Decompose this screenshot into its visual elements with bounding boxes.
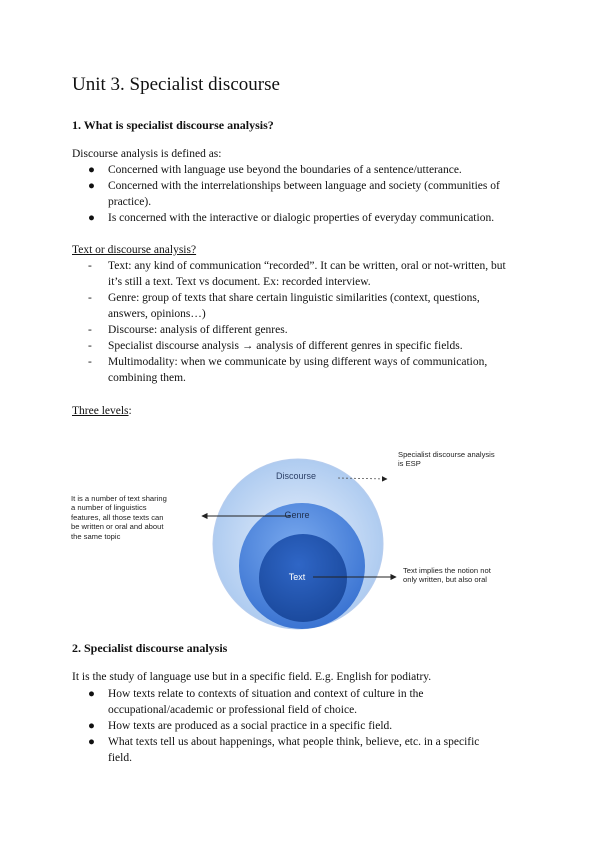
genre-label: Genre	[284, 510, 310, 520]
dash-marker: -	[88, 292, 92, 304]
section2-heading: 2. Specialist discourse analysis	[72, 641, 228, 655]
bullet-marker: ●	[88, 688, 95, 700]
list-item: ● How texts relate to contexts of situation and context of culture in the occupational/academic or professional field of choice.	[88, 688, 424, 716]
list-item: ● Concerned with language use beyond the boundaries of a sentence/utterance.	[88, 164, 462, 176]
discourse-label: Discourse	[275, 471, 317, 481]
three-levels-label: Three levels:	[72, 405, 132, 417]
bullet-marker: ●	[88, 736, 95, 748]
text-vs-discourse-heading: Text or discourse analysis?	[72, 244, 197, 256]
list-item: ● How texts are produced as a social practice in a specific field.	[88, 720, 393, 732]
text-label: Text	[288, 572, 306, 582]
dash-marker: -	[88, 356, 92, 368]
section1-bullet-list	[72, 162, 542, 226]
bullet-marker: ●	[88, 212, 95, 224]
page-title: Unit 3. Specialist discourse	[72, 74, 280, 95]
note-specialist-esp: Specialist discourse analysis is ESP	[398, 450, 495, 469]
list-item: - Specialist discourse analysis → analysis of different genres in specific fields.	[88, 340, 463, 352]
note-genre-definition: It is a number of text sharing a number of linguistics features, all those texts can be written or oral and about the same topic	[71, 494, 167, 541]
definitions-dash-list	[72, 258, 542, 386]
section1-heading: 1. What is specialist discourse analysis?	[72, 118, 274, 132]
bullet-marker: ●	[88, 180, 95, 192]
dash-marker: -	[88, 260, 92, 272]
list-item: ● Is concerned with the interactive or dialogic properties of everyday communication.	[88, 212, 495, 224]
list-item: - Discourse: analysis of different genres.	[88, 324, 288, 336]
section2-intro: It is the study of language use but in a specific field. E.g. English for podiatry.	[72, 671, 432, 683]
list-item: - Multimodality: when we communicate by using different ways of communication, combining them.	[88, 356, 488, 384]
bullet-marker: ●	[88, 720, 95, 732]
dash-marker: -	[88, 324, 92, 336]
dash-marker: -	[88, 340, 92, 352]
bullet-marker: ●	[88, 164, 95, 176]
section1-intro: Discourse analysis is defined as:	[72, 148, 222, 160]
list-item: - Text: any kind of communication “recorded”. It can be written, oral or not-written, but it’s still a text. Text vs document. Ex: recorded interview.	[88, 260, 506, 288]
section2-bullet-list	[72, 686, 542, 766]
list-item: ● What texts tell us about happenings, what people think, believe, etc. in a specific field.	[88, 736, 480, 764]
three-levels-diagram	[71, 438, 520, 638]
note-text-definition: Text implies the notion not only written, but also oral	[403, 566, 491, 585]
list-item: - Genre: group of texts that share certain linguistic similarities (context, questions, answers, opinions…)	[88, 292, 480, 320]
list-item: ● Concerned with the interrelationships between language and society (communities of practice).	[88, 180, 500, 208]
